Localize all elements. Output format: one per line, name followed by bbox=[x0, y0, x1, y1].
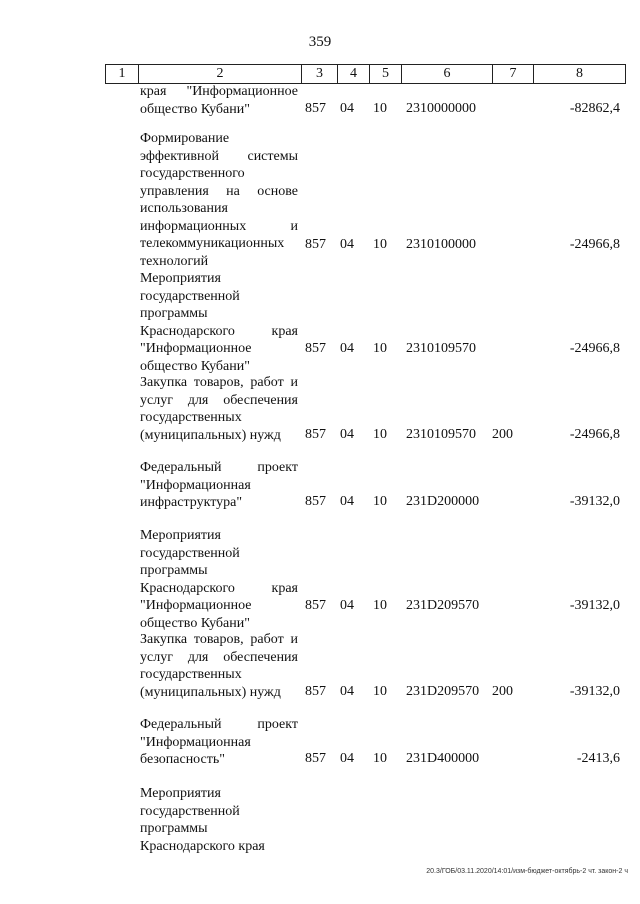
row-col-8: -24966,8 bbox=[569, 237, 620, 252]
row-col-6: 231D209570 bbox=[406, 598, 480, 613]
row-col-4: 04 bbox=[340, 101, 354, 116]
column-header-2: 2 bbox=[139, 65, 302, 84]
row-col-3: 857 bbox=[305, 427, 326, 442]
row-col-4: 04 bbox=[340, 494, 354, 509]
row-col-3: 857 bbox=[305, 101, 326, 116]
row-col-8: -24966,8 bbox=[569, 341, 620, 356]
column-header-1: 1 bbox=[106, 65, 139, 84]
column-header-4: 4 bbox=[338, 65, 370, 84]
row-col-3: 857 bbox=[305, 598, 326, 613]
row-col-5: 10 bbox=[373, 341, 387, 356]
row-description: края "Информационное общество Кубани" bbox=[140, 84, 298, 117]
row-col-7: 200 bbox=[492, 684, 513, 699]
document-footer-stamp: 20.3/ГОБ/03.11.2020/14:01/изм-бюджет-октябрь-2 чт. закон-2 ч bbox=[426, 868, 628, 875]
row-description: Мероприятия государственной программы Краснодарского края bbox=[140, 786, 265, 854]
column-header-8: 8 bbox=[534, 65, 626, 84]
row-col-5: 10 bbox=[373, 684, 387, 699]
column-header-7: 7 bbox=[493, 65, 534, 84]
column-header-5: 5 bbox=[370, 65, 402, 84]
row-description: Мероприятия государственной программы Краснодарского края "Информационное общество Кубани" bbox=[140, 271, 298, 374]
row-col-6: 231D209570 bbox=[406, 684, 480, 699]
row-col-3: 857 bbox=[305, 494, 326, 509]
row-col-6: 2310109570 bbox=[406, 341, 476, 356]
row-col-5: 10 bbox=[373, 751, 387, 766]
row-col-3: 857 bbox=[305, 684, 326, 699]
row-col-5: 10 bbox=[373, 237, 387, 252]
row-col-4: 04 bbox=[340, 341, 354, 356]
row-col-6: 2310000000 bbox=[406, 101, 476, 116]
row-col-7: 200 bbox=[492, 427, 513, 442]
column-header-3: 3 bbox=[302, 65, 338, 84]
column-header-6: 6 bbox=[402, 65, 493, 84]
row-col-6: 2310100000 bbox=[406, 237, 476, 252]
row-col-4: 04 bbox=[340, 684, 354, 699]
row-description: Закупка товаров, работ и услуг для обеспечения государственных (муниципальных) нужд bbox=[140, 632, 298, 700]
row-col-3: 857 bbox=[305, 341, 326, 356]
row-col-6: 2310109570 bbox=[406, 427, 476, 442]
row-description: Федеральный проект "Информационная безопасность" bbox=[140, 717, 298, 767]
row-col-8: -39132,0 bbox=[569, 684, 620, 699]
row-col-4: 04 bbox=[340, 751, 354, 766]
row-col-8: -24966,8 bbox=[569, 427, 620, 442]
row-col-5: 10 bbox=[373, 598, 387, 613]
row-col-4: 04 bbox=[340, 237, 354, 252]
row-col-8: -39132,0 bbox=[569, 494, 620, 509]
row-col-3: 857 bbox=[305, 751, 326, 766]
row-col-4: 04 bbox=[340, 598, 354, 613]
page-number: 359 bbox=[308, 34, 332, 50]
row-description: Закупка товаров, работ и услуг для обеспечения государственных (муниципальных) нужд bbox=[140, 375, 298, 443]
row-col-5: 10 bbox=[373, 427, 387, 442]
row-col-6: 231D400000 bbox=[406, 751, 480, 766]
row-col-6: 231D200000 bbox=[406, 494, 480, 509]
row-col-5: 10 bbox=[373, 494, 387, 509]
row-col-4: 04 bbox=[340, 427, 354, 442]
row-col-5: 10 bbox=[373, 101, 387, 116]
row-description: Мероприятия государственной программы Краснодарского края "Информационное общество Кубани" bbox=[140, 528, 298, 631]
row-col-8: -39132,0 bbox=[569, 598, 620, 613]
row-col-3: 857 bbox=[305, 237, 326, 252]
row-col-8: -82862,4 bbox=[569, 101, 620, 116]
row-description: Формирование эффективной системы государственного управления на основе использования информационных и телекоммуникационных технологий bbox=[140, 131, 298, 269]
row-description: Федеральный проект "Информационная инфраструктура" bbox=[140, 460, 298, 510]
row-col-8: -2413,6 bbox=[576, 751, 620, 766]
